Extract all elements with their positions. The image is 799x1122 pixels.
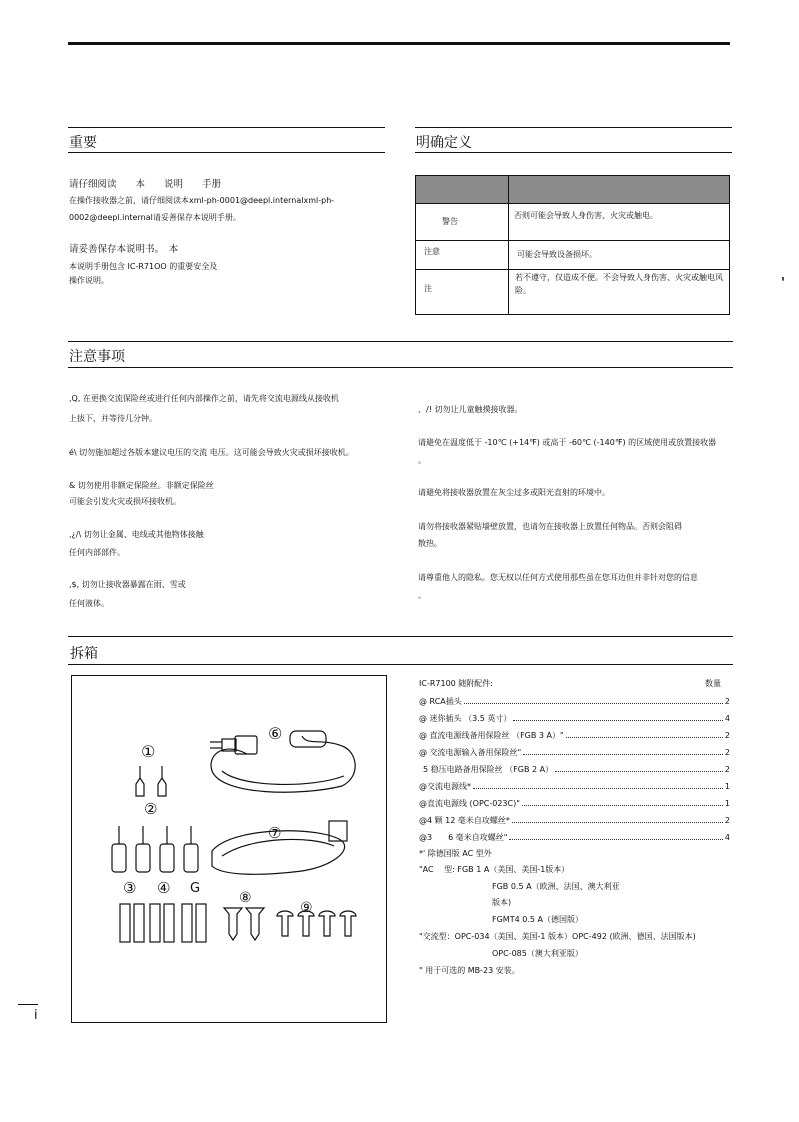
table-term: 注意	[424, 247, 440, 256]
precaution-line: 请避免在温度低于 -10℃ (+14℉) 或高于 -60℃ (-140℉) 的区域使用或放置接收器	[418, 438, 717, 447]
screw-icon	[224, 908, 356, 940]
figure-label: ⑦	[268, 824, 282, 842]
precaution-line: 。	[418, 456, 426, 465]
note-line: "AC 型: FGB 1 A（美国、美国-1版本）	[419, 865, 570, 874]
precaution-line: 请避免将接收器放置在灰尘过多或阳光直射的环境中。	[418, 488, 610, 497]
note-line: FGB 0.5 A（欧洲、法国、澳大利亚	[492, 882, 620, 891]
section-rule	[68, 152, 385, 153]
precaution-line: 请尊重他人的隐私。您无权以任何方式使用那些虽在您耳边但并非针对您的信息	[418, 573, 698, 582]
list-item: @3 6 毫米自攻螺丝" 4	[419, 833, 730, 842]
precaution-line: ,Q, 在更换交流保险丝或进行任何内部操作之前，请先将交流电源线从接收机	[69, 394, 339, 403]
section-rule	[68, 367, 733, 368]
important-line: 操作说明。	[69, 276, 109, 285]
note-line: 版本)	[492, 898, 512, 907]
section-rule	[415, 152, 732, 153]
list-item: @直流电源线 (OPC-023C)" 1	[419, 799, 730, 808]
table-desc: 否则可能会导致人身伤害、火灾或触电。	[514, 211, 658, 220]
section-rule	[68, 127, 385, 128]
precaution-line: 。	[418, 591, 426, 600]
table-desc: 可能会导致设备损坏。	[517, 250, 597, 259]
important-line: 请妥善保存本说明书。 本	[69, 244, 179, 255]
precaution-line: 、/! 切勿让儿童触摸接收器。	[418, 405, 523, 414]
list-item: 5 稳压电路备用保险丝 （FGB 2 A） 2	[423, 765, 730, 774]
section-rule	[68, 341, 733, 342]
list-item: @ 交流电源输入备用保险丝" 2	[419, 748, 730, 757]
precaution-line: ,¿/\ 切勿让金属、电线或其他物体接触	[69, 530, 204, 539]
mini-plug-icon	[112, 826, 198, 872]
figure-label: ③	[123, 879, 137, 897]
figure-label: ②	[144, 800, 158, 818]
section-rule	[68, 636, 733, 637]
page-number-rule	[18, 1004, 38, 1005]
figure-label: ⑧	[239, 890, 252, 906]
section-rule	[68, 664, 733, 665]
precaution-line: 请勿将接收器紧贴墙壁放置，也请勿在接收器上放置任何物品。否则会阻碍	[418, 522, 682, 531]
section-title-important: 重要	[69, 135, 97, 151]
note-line: *' 除德国版 AC 型外	[419, 849, 492, 858]
table-term: 警告	[442, 217, 458, 226]
note-line: "交流型：OPC-034（美国、美国-1 版本）OPC-492 (欧洲、德国、法国版本)	[419, 932, 696, 941]
fuse-icon	[120, 904, 206, 942]
list-item: @ 迷你插头 （3.5 英寸） 4	[419, 714, 730, 723]
figure-label: G	[190, 881, 201, 896]
figure-label: ④	[157, 879, 171, 897]
note-line: OPC-085（澳大利亚版）	[492, 949, 583, 958]
important-line: 在操作接收器之前，请仔细阅读本xml-ph-0001@deepl.internalxml-ph-	[69, 196, 335, 205]
list-item: @4 颗 12 毫米自攻螺丝* 2	[419, 816, 730, 825]
important-line: 0002@deepl.internal请妥善保存本说明手册。	[69, 213, 241, 222]
precaution-line: 任何内部部件。	[69, 548, 125, 557]
precaution-line: ,$, 切勿让接收器暴露在雨、雪或	[69, 580, 186, 589]
accessories-figure	[71, 675, 387, 1023]
accessories-header: IC-R7100 随附配件:	[419, 679, 493, 688]
table-header-band	[416, 176, 729, 204]
important-line: 本说明手册包含 IC-R71OO 的重要安全及	[69, 262, 218, 271]
precaution-line: 可能会引发火灾或损坏接收机。	[69, 497, 181, 506]
important-line: 请仔细阅读 本 说明 手册	[69, 179, 222, 190]
precaution-line: é\ 切勿施加超过各版本建议电压的交流 电压。这可能会导致火灾或损坏接收机。	[69, 448, 354, 457]
table-desc: 若不遵守，仅造成不便。不会导致人身伤害、火灾或触电风险。	[515, 273, 723, 295]
qty-header: 数量	[705, 679, 721, 688]
figure-label: ①	[141, 742, 156, 761]
list-item: @交流电源线* 1	[419, 782, 730, 791]
definitions-table	[415, 175, 730, 315]
section-title-definitions: 明确定义	[416, 135, 472, 151]
precaution-line: 上拔下，并等待几分钟。	[69, 414, 157, 423]
list-item: @ 直流电源线备用保险丝 （FGB 3 A）" 2	[419, 731, 730, 740]
edge-mark: '	[781, 276, 785, 291]
list-item: @ RCA插头 2	[419, 697, 730, 706]
precaution-line: 散热。	[418, 539, 442, 548]
ac-cord-icon	[211, 736, 355, 792]
accessories-list	[419, 693, 730, 846]
section-rule	[415, 127, 732, 128]
table-column-divider	[508, 176, 509, 314]
figure-label: ⑨	[300, 900, 313, 916]
precaution-line: & 切勿使用非额定保险丝。非额定保险丝	[69, 481, 214, 490]
accessories-illustration	[72, 676, 386, 1022]
note-line: FGMT4 0.5 A（德国版）	[492, 915, 583, 924]
section-title-precautions: 注意事项	[69, 349, 125, 365]
top-rule	[68, 42, 730, 45]
precaution-line: 任何液体。	[69, 599, 109, 608]
table-row-divider	[416, 240, 729, 241]
figure-label: ⑥	[268, 724, 283, 743]
table-row-divider	[416, 269, 729, 270]
table-term: 注	[424, 284, 432, 293]
page-number: i	[34, 1008, 38, 1023]
section-title-unpacking: 拆箱	[70, 646, 98, 662]
note-line: " 用于可选的 MB-23 安装。	[419, 966, 520, 975]
